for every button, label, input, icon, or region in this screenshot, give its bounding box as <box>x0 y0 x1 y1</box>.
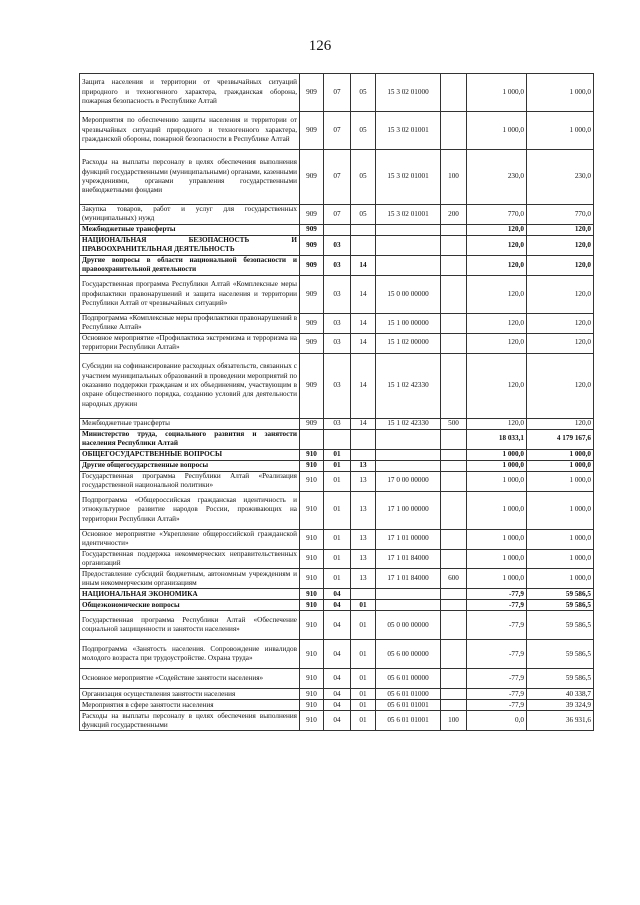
csr-code: 17 1 00 00000 <box>376 491 441 529</box>
csr-code: 05 6 01 01001 <box>376 711 441 731</box>
ved-code: 909 <box>300 224 324 235</box>
amount-total: 120,0 <box>527 353 594 418</box>
row-name: ОБЩЕГОСУДАРСТВЕННЫЕ ВОПРОСЫ <box>80 449 300 460</box>
amount-change: 1 000,0 <box>467 569 527 589</box>
pr-code: 14 <box>351 255 376 275</box>
table-row <box>80 529 594 549</box>
ved-code: 910 <box>300 460 324 471</box>
ved-code: 909 <box>300 353 324 418</box>
amount-total: 59 586,5 <box>527 640 594 669</box>
csr-code: 05 0 00 00000 <box>376 611 441 640</box>
rz-code: 04 <box>324 600 351 611</box>
csr-code: 15 1 02 42330 <box>376 418 441 429</box>
table-row <box>80 589 594 600</box>
row-name: Государственная программа Республики Алтай «Комплексные меры профилактики правонарушений и защита населения и территории Республики Алтай от чрезвычайных ситуаций» <box>80 275 300 313</box>
rz-code: 01 <box>324 460 351 471</box>
csr-code <box>376 255 441 275</box>
table-row <box>80 235 594 255</box>
pr-code: 01 <box>351 689 376 700</box>
ved-code: 909 <box>300 150 324 205</box>
amount-total: 120,0 <box>527 235 594 255</box>
ved-code: 909 <box>300 205 324 225</box>
row-name: Расходы на выплаты персоналу в целях обеспечения выполнения функций государственными <box>80 711 300 731</box>
amount-change: 230,0 <box>467 150 527 205</box>
csr-code: 17 1 01 00000 <box>376 529 441 549</box>
amount-total: 120,0 <box>527 275 594 313</box>
pr-code: 13 <box>351 569 376 589</box>
vr-code: 600 <box>441 569 467 589</box>
pr-code: 13 <box>351 529 376 549</box>
amount-total: 1 000,0 <box>527 460 594 471</box>
ved-code: 909 <box>300 235 324 255</box>
vr-code <box>441 112 467 150</box>
vr-code <box>441 529 467 549</box>
row-name: НАЦИОНАЛЬНАЯ ЭКОНОМИКА <box>80 589 300 600</box>
table-row <box>80 600 594 611</box>
amount-total: 230,0 <box>527 150 594 205</box>
pr-code: 13 <box>351 471 376 491</box>
csr-code: 17 1 01 84000 <box>376 569 441 589</box>
table-row <box>80 460 594 471</box>
amount-change: 120,0 <box>467 275 527 313</box>
vr-code <box>441 491 467 529</box>
amount-change: -77,9 <box>467 700 527 711</box>
vr-code <box>441 611 467 640</box>
table-row <box>80 112 594 150</box>
amount-total: 39 324,9 <box>527 700 594 711</box>
pr-code <box>351 224 376 235</box>
pr-code: 01 <box>351 600 376 611</box>
amount-change: 120,0 <box>467 418 527 429</box>
vr-code <box>441 255 467 275</box>
rz-code: 03 <box>324 235 351 255</box>
amount-change: 120,0 <box>467 333 527 353</box>
rz-code: 03 <box>324 255 351 275</box>
pr-code: 13 <box>351 491 376 529</box>
pr-code: 01 <box>351 669 376 689</box>
table-row <box>80 611 594 640</box>
row-name: Подпрограмма «Занятость населения. Сопровождение инвалидов молодого возраста при трудоустройстве. Охрана труда» <box>80 640 300 669</box>
csr-code <box>376 460 441 471</box>
ved-code: 910 <box>300 491 324 529</box>
row-name: Общеэкономические вопросы <box>80 600 300 611</box>
pr-code: 13 <box>351 460 376 471</box>
csr-code: 05 6 00 00000 <box>376 640 441 669</box>
amount-total: 120,0 <box>527 418 594 429</box>
table-row <box>80 711 594 731</box>
rz-code: 01 <box>324 549 351 569</box>
amount-change: 1 000,0 <box>467 471 527 491</box>
ved-code: 910 <box>300 549 324 569</box>
amount-change: 1 000,0 <box>467 529 527 549</box>
rz-code: 07 <box>324 150 351 205</box>
csr-code <box>376 235 441 255</box>
amount-change: 120,0 <box>467 255 527 275</box>
pr-code: 14 <box>351 313 376 333</box>
pr-code: 14 <box>351 418 376 429</box>
amount-change: 120,0 <box>467 313 527 333</box>
table-row <box>80 640 594 669</box>
row-name: НАЦИОНАЛЬНАЯ БЕЗОПАСНОСТЬ И ПРАВООХРАНИТЕЛЬНАЯ ДЕЯТЕЛЬНОСТЬ <box>80 235 300 255</box>
rz-code: 04 <box>324 689 351 700</box>
vr-code <box>441 235 467 255</box>
page-number: 126 <box>308 38 332 54</box>
amount-change: -77,9 <box>467 611 527 640</box>
row-name: Государственная программа Республики Алтай «Обеспечение социальной защищенности и занятости населения» <box>80 611 300 640</box>
amount-change: -77,9 <box>467 600 527 611</box>
amount-total: 59 586,5 <box>527 669 594 689</box>
ved-code: 910 <box>300 611 324 640</box>
amount-total: 1 000,0 <box>527 112 594 150</box>
table-row <box>80 689 594 700</box>
csr-code: 17 1 01 84000 <box>376 549 441 569</box>
rz-code: 03 <box>324 418 351 429</box>
ved-code: 910 <box>300 640 324 669</box>
amount-change: 1 000,0 <box>467 491 527 529</box>
csr-code: 15 3 02 01000 <box>376 74 441 112</box>
vr-code <box>441 353 467 418</box>
table-row <box>80 491 594 529</box>
csr-code: 15 1 02 42330 <box>376 353 441 418</box>
amount-total: 59 586,5 <box>527 611 594 640</box>
csr-code: 05 6 01 01000 <box>376 689 441 700</box>
vr-code: 200 <box>441 205 467 225</box>
table-row <box>80 150 594 205</box>
amount-total: 59 586,5 <box>527 589 594 600</box>
ved-code: 910 <box>300 711 324 731</box>
rz-code: 01 <box>324 569 351 589</box>
csr-code <box>376 449 441 460</box>
rz-code: 01 <box>324 491 351 529</box>
ved-code: 910 <box>300 689 324 700</box>
amount-total: 1 000,0 <box>527 471 594 491</box>
ved-code: 909 <box>300 275 324 313</box>
pr-code <box>351 235 376 255</box>
csr-code <box>376 224 441 235</box>
pr-code: 01 <box>351 700 376 711</box>
amount-total: 1 000,0 <box>527 74 594 112</box>
rz-code <box>324 429 351 449</box>
pr-code: 14 <box>351 333 376 353</box>
row-name: Межбюджетные трансферты <box>80 224 300 235</box>
vr-code <box>441 74 467 112</box>
ved-code: 909 <box>300 418 324 429</box>
table-row <box>80 429 594 449</box>
ved-code: 910 <box>300 449 324 460</box>
pr-code <box>351 589 376 600</box>
row-name: Подпрограмма «Общероссийская гражданская идентичность и этнокультурное развитие народов России, проживающих на территории Республики Алтай» <box>80 491 300 529</box>
table-row <box>80 471 594 491</box>
csr-code: 05 6 01 00000 <box>376 669 441 689</box>
table-row <box>80 700 594 711</box>
pr-code <box>351 449 376 460</box>
amount-total: 4 179 167,6 <box>527 429 594 449</box>
rz-code <box>324 224 351 235</box>
rz-code: 01 <box>324 471 351 491</box>
rz-code: 04 <box>324 669 351 689</box>
amount-change: 18 033,1 <box>467 429 527 449</box>
amount-total: 1 000,0 <box>527 549 594 569</box>
vr-code <box>441 333 467 353</box>
vr-code <box>441 640 467 669</box>
budget-table <box>79 73 594 731</box>
table-row <box>80 313 594 333</box>
amount-total: 40 338,7 <box>527 689 594 700</box>
vr-code <box>441 313 467 333</box>
table-row <box>80 353 594 418</box>
ved-code: 910 <box>300 569 324 589</box>
amount-change: -77,9 <box>467 640 527 669</box>
vr-code <box>441 700 467 711</box>
amount-total: 120,0 <box>527 333 594 353</box>
rz-code: 04 <box>324 711 351 731</box>
vr-code <box>441 471 467 491</box>
rz-code: 03 <box>324 313 351 333</box>
rz-code: 04 <box>324 700 351 711</box>
amount-total: 36 931,6 <box>527 711 594 731</box>
table-row <box>80 418 594 429</box>
row-name: Основное мероприятие «Содействие занятости населения» <box>80 669 300 689</box>
rz-code: 07 <box>324 205 351 225</box>
pr-code: 05 <box>351 205 376 225</box>
rz-code: 04 <box>324 640 351 669</box>
amount-total: 1 000,0 <box>527 491 594 529</box>
amount-change: 0,0 <box>467 711 527 731</box>
csr-code: 17 0 00 00000 <box>376 471 441 491</box>
rz-code: 04 <box>324 589 351 600</box>
amount-change: 770,0 <box>467 205 527 225</box>
table-row <box>80 255 594 275</box>
table-row <box>80 669 594 689</box>
vr-code <box>441 689 467 700</box>
ved-code: 909 <box>300 74 324 112</box>
csr-code: 15 3 02 01001 <box>376 150 441 205</box>
vr-code: 100 <box>441 150 467 205</box>
table-row <box>80 74 594 112</box>
vr-code <box>441 549 467 569</box>
amount-change: 1 000,0 <box>467 549 527 569</box>
ved-code: 910 <box>300 471 324 491</box>
amount-total: 1 000,0 <box>527 569 594 589</box>
ved-code: 910 <box>300 529 324 549</box>
row-name: Основное мероприятие «Профилактика экстремизма и терроризма на территории Республики Алтай» <box>80 333 300 353</box>
vr-code <box>441 460 467 471</box>
amount-change: -77,9 <box>467 669 527 689</box>
amount-total: 120,0 <box>527 224 594 235</box>
row-name: Другие вопросы в области национальной безопасности и правоохранительной деятельности <box>80 255 300 275</box>
csr-code <box>376 589 441 600</box>
row-name: Расходы на выплаты персоналу в целях обеспечения выполнения функций государственными (муниципальными) органами, казенными учреждениями, органами управления государственными внебюджетными фондами <box>80 150 300 205</box>
pr-code: 05 <box>351 112 376 150</box>
ved-code: 910 <box>300 589 324 600</box>
vr-code: 100 <box>441 711 467 731</box>
row-name: Предоставление субсидий бюджетным, автономным учреждениям и иным некоммерческим организациям <box>80 569 300 589</box>
csr-code: 15 1 00 00000 <box>376 313 441 333</box>
row-name: Другие общегосударственные вопросы <box>80 460 300 471</box>
csr-code: 15 3 02 01001 <box>376 112 441 150</box>
amount-total: 1 000,0 <box>527 449 594 460</box>
rz-code: 01 <box>324 449 351 460</box>
row-name: Организация осуществления занятости населения <box>80 689 300 700</box>
pr-code: 14 <box>351 353 376 418</box>
ved-code: 909 <box>300 313 324 333</box>
ved-code: 909 <box>300 112 324 150</box>
rz-code: 07 <box>324 74 351 112</box>
amount-change: -77,9 <box>467 689 527 700</box>
amount-total: 770,0 <box>527 205 594 225</box>
rz-code: 03 <box>324 333 351 353</box>
rz-code: 04 <box>324 611 351 640</box>
csr-code: 05 6 01 01001 <box>376 700 441 711</box>
vr-code <box>441 669 467 689</box>
pr-code: 01 <box>351 711 376 731</box>
amount-change: 120,0 <box>467 235 527 255</box>
pr-code: 01 <box>351 640 376 669</box>
ved-code <box>300 429 324 449</box>
amount-total: 1 000,0 <box>527 529 594 549</box>
table-row <box>80 449 594 460</box>
pr-code: 05 <box>351 150 376 205</box>
vr-code <box>441 224 467 235</box>
amount-change: 1 000,0 <box>467 74 527 112</box>
row-name: Министерство труда, социального развития и занятости населения Республики Алтай <box>80 429 300 449</box>
row-name: Мероприятия по обеспечению защиты населения и территории от чрезвычайных ситуаций природного и техногенного характера, гражданской обороны, пожарной безопасности в Республике Алтай <box>80 112 300 150</box>
ved-code: 910 <box>300 700 324 711</box>
pr-code: 14 <box>351 275 376 313</box>
rz-code: 01 <box>324 529 351 549</box>
rz-code: 03 <box>324 275 351 313</box>
amount-change: 120,0 <box>467 353 527 418</box>
csr-code: 15 0 00 00000 <box>376 275 441 313</box>
pr-code: 05 <box>351 74 376 112</box>
amount-change: 120,0 <box>467 224 527 235</box>
pr-code: 01 <box>351 611 376 640</box>
row-name: Подпрограмма «Комплексные меры профилактики правонарушений в Республике Алтай» <box>80 313 300 333</box>
vr-code <box>441 449 467 460</box>
amount-total: 120,0 <box>527 313 594 333</box>
pr-code <box>351 429 376 449</box>
pr-code: 13 <box>351 549 376 569</box>
rz-code: 03 <box>324 353 351 418</box>
row-name: Защита населения и территории от чрезвычайных ситуаций природного и техногенного характера, гражданская оборона, пожарная безопасность в Республике Алтай <box>80 74 300 112</box>
vr-code <box>441 275 467 313</box>
amount-change: 1 000,0 <box>467 449 527 460</box>
table-row <box>80 205 594 225</box>
ved-code: 910 <box>300 669 324 689</box>
table-row <box>80 224 594 235</box>
amount-change: 1 000,0 <box>467 460 527 471</box>
csr-code: 15 1 02 00000 <box>376 333 441 353</box>
row-name: Межбюджетные трансферты <box>80 418 300 429</box>
row-name: Государственная поддержка некоммерческих неправительственных организаций <box>80 549 300 569</box>
row-name: Закупка товаров, работ и услуг для государственных (муниципальных) нужд <box>80 205 300 225</box>
amount-change: -77,9 <box>467 589 527 600</box>
vr-code <box>441 600 467 611</box>
csr-code: 15 3 02 01001 <box>376 205 441 225</box>
vr-code <box>441 429 467 449</box>
ved-code: 910 <box>300 600 324 611</box>
csr-code <box>376 429 441 449</box>
table-row <box>80 569 594 589</box>
table-row <box>80 549 594 569</box>
ved-code: 909 <box>300 333 324 353</box>
table-row <box>80 275 594 313</box>
row-name: Основное мероприятие «Укрепление общероссийской гражданской идентичности» <box>80 529 300 549</box>
rz-code: 07 <box>324 112 351 150</box>
vr-code: 500 <box>441 418 467 429</box>
table-row <box>80 333 594 353</box>
csr-code <box>376 600 441 611</box>
vr-code <box>441 589 467 600</box>
row-name: Государственная программа Республики Алтай «Реализация государственной национальной политики» <box>80 471 300 491</box>
ved-code: 909 <box>300 255 324 275</box>
amount-change: 1 000,0 <box>467 112 527 150</box>
row-name: Субсидии на софинансирование расходных обязательств, связанных с участием муниципальных образований в проведении мероприятий по оказанию поддержки гражданам и их объединениям, участвующим в охране общественного порядка, созданию условий для деятельности народных дружин <box>80 353 300 418</box>
amount-total: 120,0 <box>527 255 594 275</box>
row-name: Мероприятия в сфере занятости населения <box>80 700 300 711</box>
amount-total: 59 586,5 <box>527 600 594 611</box>
